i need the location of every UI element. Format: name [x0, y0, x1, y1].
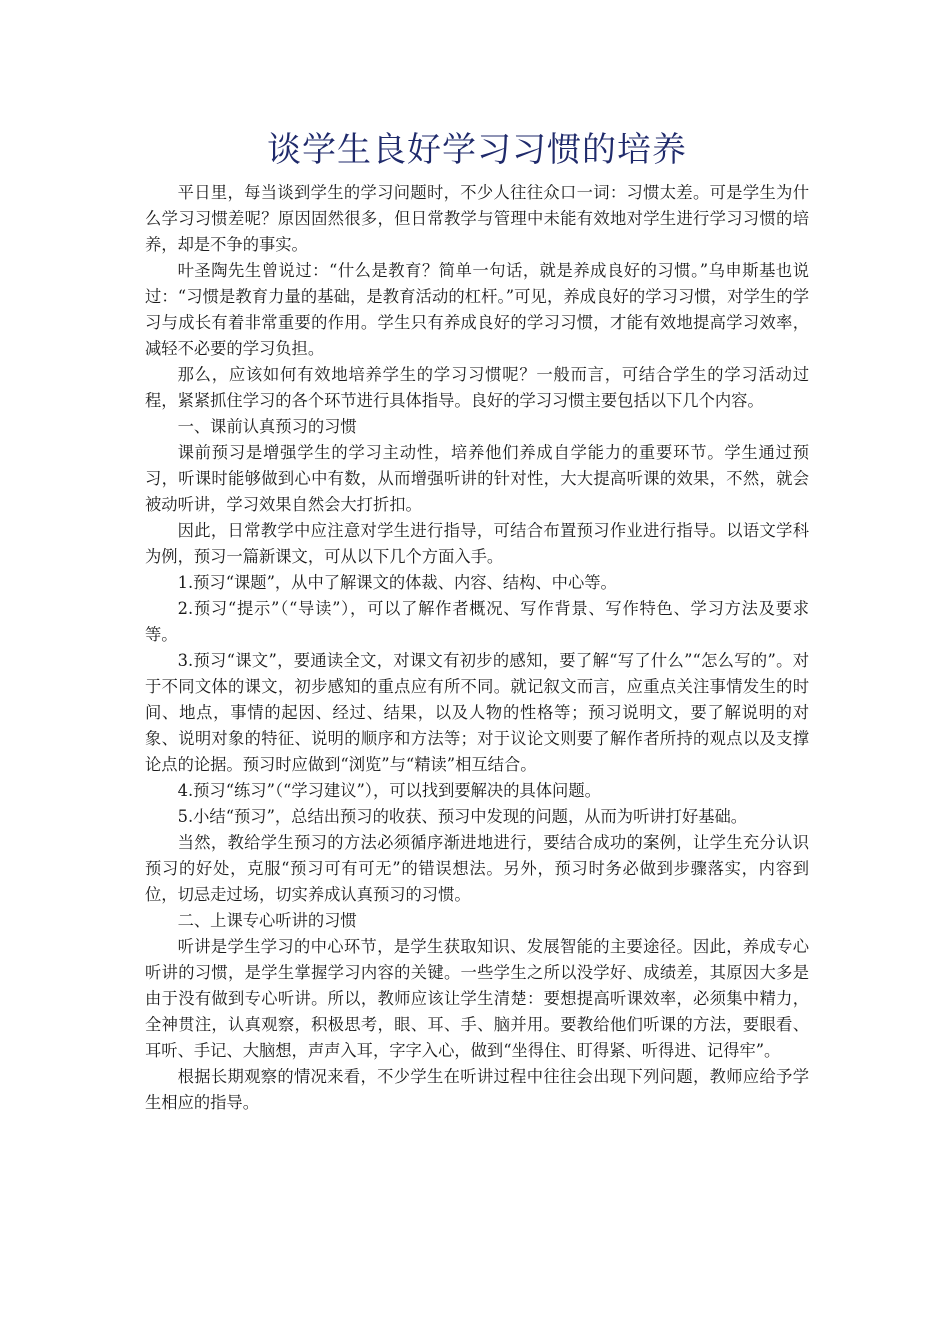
paragraph: 平日里，每当谈到学生的学习问题时，不少人往往众口一词：习惯太差。可是学生为什么学习习惯差呢？原因固然很多，但日常教学与管理中未能有效地对学生进行学习习惯的培养，却是不争的事实。	[145, 183, 809, 254]
paragraph: 听讲是学生学习的中心环节，是学生获取知识、发展智能的主要途径。因此，养成专心听讲的习惯，是学生掌握学习内容的关键。一些学生之所以没学好、成绩差，其原因大多是由于没有做到专心听讲。所以，教师应该让学生清楚：要想提高听课效率，必须集中精力，全神贯注，认真观察，积极思考，眼、耳、手、脑并用。要教给他们听课的方法，要眼看、耳听、手记、大脑想，声声入耳，字字入心，做到“坐得住、盯得紧、听得进、记得牢”。	[145, 937, 809, 1060]
paragraph: 因此，日常教学中应注意对学生进行指导，可结合布置预习作业进行指导。以语文学科为例，预习一篇新课文，可从以下几个方面入手。	[145, 521, 809, 566]
list-item: 3.预习“课文”，要通读全文，对课文有初步的感知，要了解“写了什么”“怎么写的”。对于不同文体的课文，初步感知的重点应有所不同。就记叙文而言，应重点关注事情发生的时间、地点，事情的起因、经过、结果，以及人物的性格等；预习说明文，要了解说明的对象、说明对象的特征、说明的顺序和方法等；对于议论文则要了解作者所持的观点以及支撑论点的论据。预习时应做到“浏览”与“精读”相互结合。	[145, 651, 809, 774]
paragraph: 当然，教给学生预习的方法必须循序渐进地进行，要结合成功的案例，让学生充分认识预习的好处，克服“预习可有可无”的错误想法。另外，预习时务必做到步骤落实，内容到位，切忌走过场，切实养成认真预习的习惯。	[145, 833, 809, 904]
paragraph: 叶圣陶先生曾说过：“什么是教育？简单一句话，就是养成良好的习惯。”乌申斯基也说过：“习惯是教育力量的基础，是教育活动的杠杆。”可见，养成良好的学习习惯，对学生的学习与成长有着非常重要的作用。学生只有养成良好的学习习惯，才能有效地提高学习效率，减轻不必要的学习负担。	[145, 261, 809, 358]
paragraph: 那么，应该如何有效地培养学生的学习习惯呢？一般而言，可结合学生的学习活动过程，紧紧抓住学习的各个环节进行具体指导。良好的学习习惯主要包括以下几个内容。	[145, 365, 809, 410]
list-item: 4.预习“练习”（“学习建议”），可以找到要解决的具体问题。	[177, 781, 601, 800]
list-item: 5.小结“预习”，总结出预习的收获、预习中发现的问题，从而为听讲打好基础。	[177, 807, 748, 826]
paragraph: 根据长期观察的情况来看，不少学生在听讲过程中往往会出现下列问题，教师应给予学生相应的指导。	[145, 1067, 809, 1112]
list-item: 1.预习“课题”，从中了解课文的体裁、内容、结构、中心等。	[177, 573, 617, 592]
paragraph: 课前预习是增强学生的学习主动性，培养他们养成自学能力的重要环节。学生通过预习，听课时能够做到心中有数，从而增强听讲的针对性，大大提高听课的效果，不然，就会被动听讲，学习效果自然会大打折扣。	[145, 443, 809, 514]
list-item: 2.预习“提示”（“导读”），可以了解作者概况、写作背景、写作特色、学习方法及要求等。	[145, 599, 809, 644]
section-heading: 二、上课专心听讲的习惯	[177, 911, 357, 930]
document-page	[145, 124, 809, 1116]
section-heading: 一、课前认真预习的习惯	[177, 417, 357, 436]
document-title: 谈学生良好学习习惯的培养	[267, 130, 687, 170]
